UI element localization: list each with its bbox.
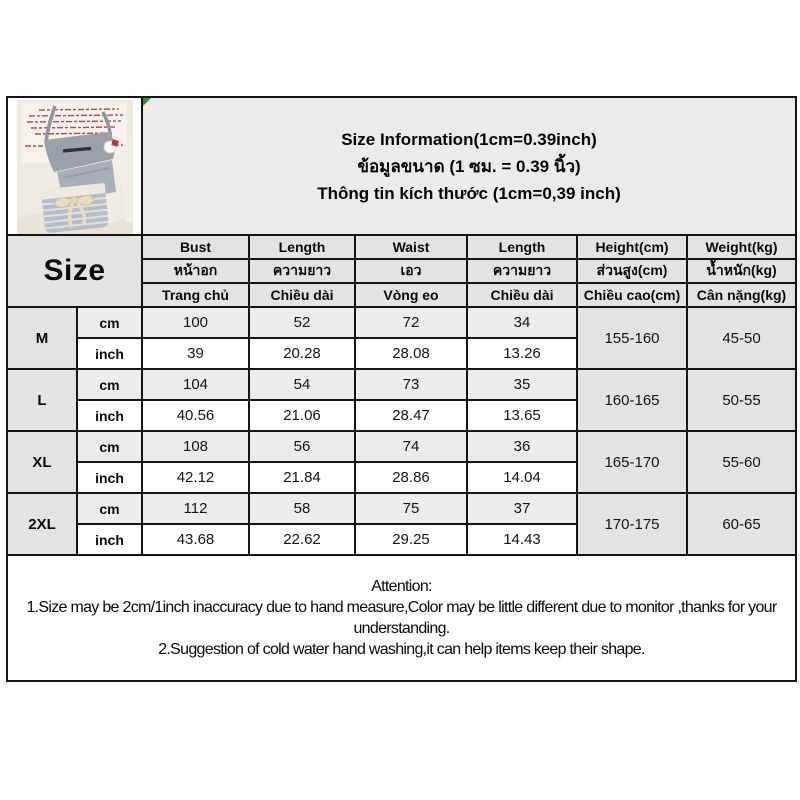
col-length2-th: ความยาว	[467, 259, 577, 283]
cell-m-weight: 45-50	[687, 307, 796, 369]
cell-2xl-inch-waist: 29.25	[355, 524, 467, 555]
col-length2-vi: Chiều dài	[467, 283, 577, 307]
cell-m-inch-length: 20.28	[249, 338, 355, 369]
cell-l-inch-waist: 28.47	[355, 400, 467, 431]
cell-l-height: 160-165	[577, 369, 687, 431]
col-height-en: Height(cm)	[577, 235, 687, 259]
col-weight-vi: Cân nặng(kg)	[687, 283, 796, 307]
col-length-en: Length	[249, 235, 355, 259]
cell-m-height: 155-160	[577, 307, 687, 369]
unit-cm: cm	[77, 369, 142, 400]
header-row-english	[7, 235, 796, 259]
size-label-xl: XL	[7, 431, 77, 493]
cell-xl-inch-length: 21.84	[249, 462, 355, 493]
col-waist-vi: Vòng eo	[355, 283, 467, 307]
unit-inch: inch	[77, 400, 142, 431]
title-vietnamese: Thông tin kích thước (1cm=0,39 inch)	[317, 183, 621, 203]
product-photo-image	[17, 100, 133, 234]
cell-m-cm-length: 52	[249, 307, 355, 338]
col-bust-th: หน้าอก	[142, 259, 249, 283]
title-thai: ข้อมูลขนาด (1 ซม. = 0.39 นิ้ว)	[357, 156, 581, 176]
striped-shorts	[40, 183, 108, 233]
attention-heading: Attention:	[371, 578, 432, 595]
col-length-vi: Chiều dài	[249, 283, 355, 307]
title-english: Size Information(1cm=0.39inch)	[341, 129, 597, 149]
cell-2xl-weight: 60-65	[687, 493, 796, 555]
cell-2xl-cm-length: 58	[249, 493, 355, 524]
unit-cm: cm	[77, 307, 142, 338]
row-l-cm	[7, 369, 796, 400]
attention-row	[7, 555, 796, 681]
cell-xl-inch-length2: 14.04	[467, 462, 577, 493]
cell-xl-weight: 55-60	[687, 431, 796, 493]
cell-2xl-inch-bust: 43.68	[142, 524, 249, 555]
cell-l-cm-length: 54	[249, 369, 355, 400]
attention-note-1: 1.Size may be 2cm/1inch inaccuracy due to hand measure,Color may be little different due to monitor ,thanks for your understanding.	[26, 599, 777, 637]
cell-xl-cm-bust: 108	[142, 431, 249, 462]
cell-l-inch-length: 21.06	[249, 400, 355, 431]
cell-2xl-cm-length2: 37	[467, 493, 577, 524]
cell-xl-height: 165-170	[577, 431, 687, 493]
product-photo-cell	[7, 97, 142, 235]
col-length2-en: Length	[467, 235, 577, 259]
row-2xl-cm	[7, 493, 796, 524]
cell-m-inch-waist: 28.08	[355, 338, 467, 369]
row-xl-cm	[7, 431, 796, 462]
cell-m-cm-bust: 100	[142, 307, 249, 338]
cell-2xl-inch-length: 22.62	[249, 524, 355, 555]
cell-l-weight: 50-55	[687, 369, 796, 431]
cell-2xl-height: 170-175	[577, 493, 687, 555]
col-weight-en: Weight(kg)	[687, 235, 796, 259]
cell-xl-inch-waist: 28.86	[355, 462, 467, 493]
cell-2xl-cm-bust: 112	[142, 493, 249, 524]
unit-cm: cm	[77, 493, 142, 524]
size-label-m: M	[7, 307, 77, 369]
col-waist-en: Waist	[355, 235, 467, 259]
cell-m-cm-length2: 34	[467, 307, 577, 338]
col-weight-th: น้ำหนัก(kg)	[687, 259, 796, 283]
cell-m-inch-length2: 13.26	[467, 338, 577, 369]
cell-xl-cm-length2: 36	[467, 431, 577, 462]
cell-l-cm-bust: 104	[142, 369, 249, 400]
unit-cm: cm	[77, 431, 142, 462]
col-height-th: ส่วนสูง(cm)	[577, 259, 687, 283]
cell-xl-cm-waist: 74	[355, 431, 467, 462]
col-height-vi: Chiều cao(cm)	[577, 283, 687, 307]
cell-xl-cm-length: 56	[249, 431, 355, 462]
unit-inch: inch	[77, 338, 142, 369]
cell-m-inch-bust: 39	[142, 338, 249, 369]
title-cell	[142, 97, 796, 235]
col-waist-th: เอว	[355, 259, 467, 283]
size-information-table	[6, 96, 797, 682]
size-label-l: L	[7, 369, 77, 431]
row-m-cm	[7, 307, 796, 338]
cell-l-cm-length2: 35	[467, 369, 577, 400]
cell-l-inch-bust: 40.56	[142, 400, 249, 431]
cell-xl-inch-bust: 42.12	[142, 462, 249, 493]
col-length-th: ความยาว	[249, 259, 355, 283]
unit-inch: inch	[77, 462, 142, 493]
cell-l-cm-waist: 73	[355, 369, 467, 400]
attention-cell	[7, 555, 796, 681]
title-row	[7, 97, 796, 235]
col-bust-en: Bust	[142, 235, 249, 259]
cell-2xl-inch-length2: 14.43	[467, 524, 577, 555]
attention-note-2: 2.Suggestion of cold water hand washing,it can help items keep their shape.	[158, 641, 645, 658]
unit-inch: inch	[77, 524, 142, 555]
cell-m-cm-waist: 72	[355, 307, 467, 338]
col-bust-vi: Trang chủ	[142, 283, 249, 307]
cell-l-inch-length2: 13.65	[467, 400, 577, 431]
size-label-2xl: 2XL	[7, 493, 77, 555]
excel-corner-marker-icon	[143, 98, 151, 106]
size-header: Size	[7, 235, 142, 307]
cell-2xl-cm-waist: 75	[355, 493, 467, 524]
